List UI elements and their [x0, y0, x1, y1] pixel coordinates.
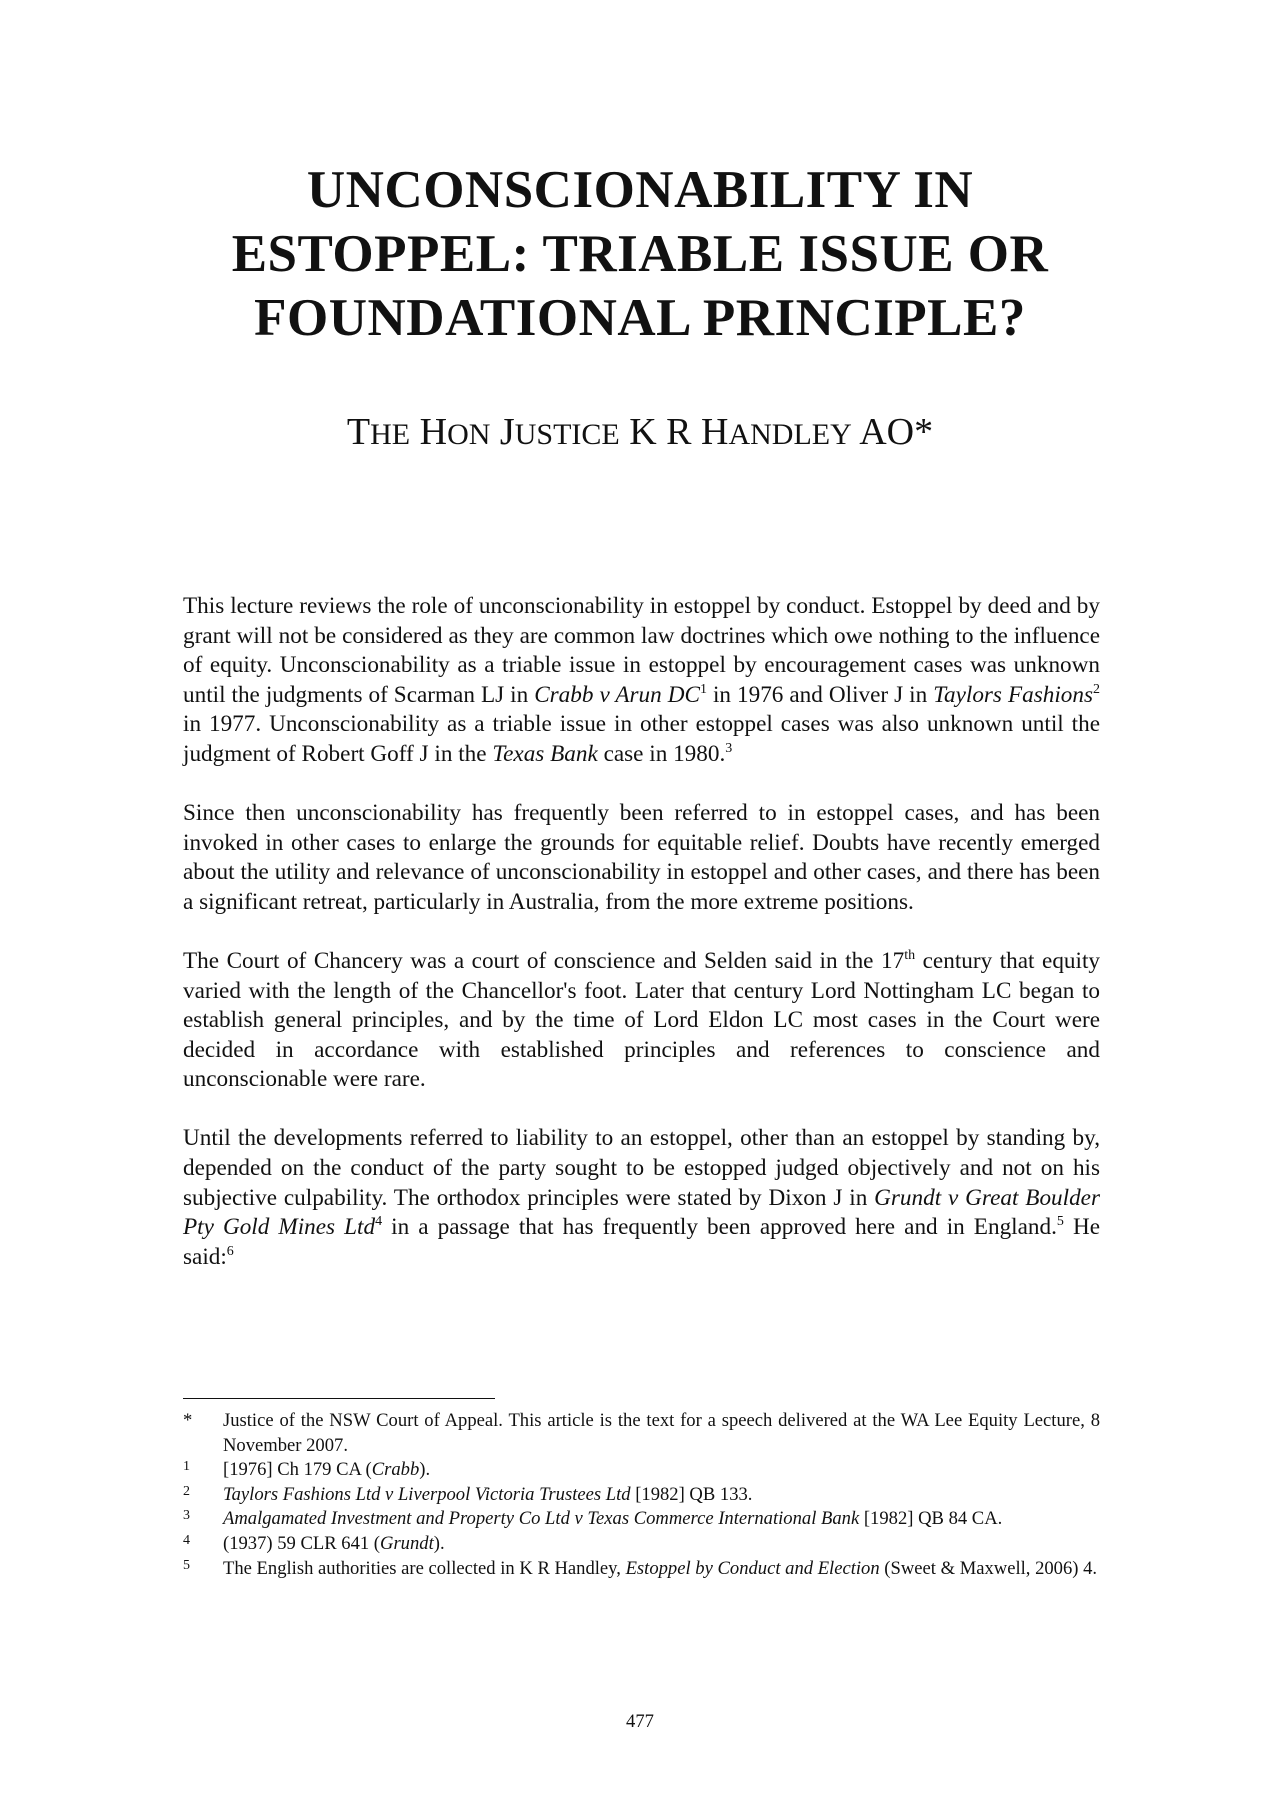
footnote-ref: 5	[1056, 1214, 1064, 1230]
footnote-mark: 1	[183, 1459, 190, 1475]
footnote-ref: 1	[699, 681, 707, 697]
title-line-1: UNCONSCIONABILITY IN	[306, 161, 974, 219]
footnote-ref: 3	[725, 740, 733, 756]
body-paragraph-3: The Court of Chancery was a court of conscience and Selden said in the 17th century that equity varied with the length of the Chancellor's foot. Later that century Lord Nottingham LC began to establish general principles, and by the time of Lord Eldon LC most cases in the Court were decided in accordance with established principles and references to conscience and unconscionable were rare.	[183, 947, 1100, 1093]
footnote-mark: 3	[183, 1508, 190, 1524]
footnotes	[183, 1409, 1100, 1581]
article-body	[183, 592, 1100, 1302]
footnote-ref: 2	[1093, 681, 1100, 697]
footnote-star	[183, 1409, 1100, 1458]
article-title	[140, 158, 1140, 350]
author-byline: THE HON JUSTICE K R HANDLEY AO*	[346, 411, 934, 453]
footnote-5	[183, 1557, 1100, 1582]
case-citation: Texas Bank	[492, 740, 598, 767]
body-paragraph-1: This lecture reviews the role of unconscionability in estoppel by conduct. Estoppel by deed and by grant will not be considered as they are common law doctrines which owe nothing to the influence of equity. Unconscionability as a triable issue in estoppel by encouragement cases was unknown until the judgments of Scarman LJ in Crabb v Arun $DC^1$ in 1976 and Oliver J in Taylors Fashions$^2$ in 1977. Unconscionability as a triable issue in other estoppel cases was also unknown until the judgment of Robert Goff J in the Texas Bank case in 1980.$^3$	[183, 593, 1100, 767]
case-citation: Taylors Fashions	[933, 681, 1093, 708]
footnote-text: (1937) 59 CLR 641 (Grundt).	[223, 1532, 445, 1554]
title-line-2: ESTOPPEL: TRIABLE ISSUE OR	[231, 225, 1049, 283]
footnote-4	[183, 1532, 1100, 1557]
footnote-mark: 2	[183, 1483, 190, 1499]
case-citation: Grundt v Great Boulder Pty Gold Mines Ltd	[183, 1184, 1100, 1241]
footnote-text: [1976] Ch 179 CA (Crabb).	[223, 1459, 431, 1481]
footnote-ref: 6	[226, 1243, 234, 1259]
footnote-3	[183, 1507, 1100, 1532]
body-paragraph-4: Until the developments referred to liability to an estoppel, other than an estoppel by standing by, depended on the conduct of the party sought to be estopped judged objectively and not on his subjective culpability. The orthodox principles were stated by Dixon J in Grundt v Great Boulder Pty Gold Mines Ltd$^4$ in a passage that has frequently been approved here and in England.$^5$ He said:$^6$	[183, 1125, 1100, 1270]
case-citation: Crabb v Arun DC	[534, 681, 700, 708]
footnote-text: The English authorities are collected in K R Handley, Estoppel by Conduct and Election (Sweet & Maxwell, 2006) 4.	[223, 1557, 1098, 1579]
title-line-3: FOUNDATIONAL PRINCIPLE?	[254, 289, 1026, 347]
footnote-text: Amalgamated Investment and Property Co Ltd v Texas Commerce International Bank [1982] QB 84 CA.	[223, 1508, 1003, 1530]
footnote-mark: 5	[183, 1557, 190, 1573]
page-number: 477	[626, 1711, 654, 1732]
ordinal-suffix: th	[904, 947, 916, 963]
footnote-2	[183, 1483, 1100, 1508]
footnote-mark: 4	[183, 1532, 190, 1548]
footnote-mark: *	[183, 1410, 193, 1431]
footnote-1	[183, 1458, 1100, 1483]
body-paragraph-2: Since then unconscionability has frequently been referred to in estoppel cases, and has been invoked in other cases to enlarge the grounds for equitable relief. Doubts have recently emerged about the utility and relevance of unconscionability in estoppel and other cases, and there has been a significant retreat, particularly in Australia, from the more extreme positions.	[183, 800, 1100, 915]
footnote-text: Taylors Fashions Ltd v Liverpool Victoria Trustees Ltd [1982] QB 133.	[223, 1483, 753, 1505]
footnote-text: Justice of the NSW Court of Appeal. This article is the text for a speech delivered at the WA Lee Equity Lecture, 8 November 2007.	[223, 1410, 1100, 1456]
footnote-ref: 4	[375, 1214, 383, 1230]
footnote-separator	[183, 1398, 495, 1399]
